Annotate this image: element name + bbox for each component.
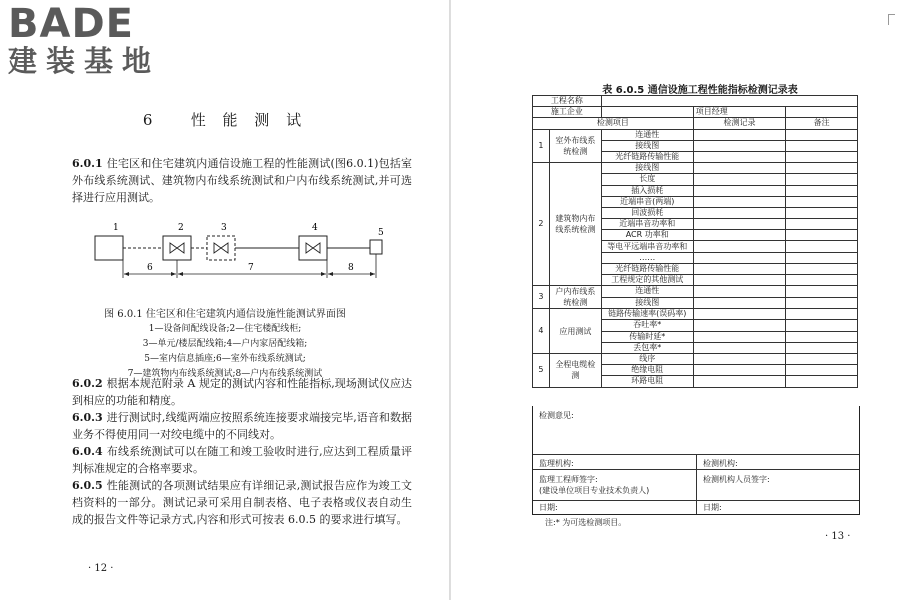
divider (696, 454, 697, 514)
clause-6-0-1 (72, 155, 412, 206)
group-name: 全程电缆检测 (549, 353, 601, 387)
remark-cell (786, 140, 858, 151)
test-item: 光纤链路传输性能 (601, 151, 693, 162)
clause-number: 6.0.3 (72, 411, 103, 424)
chapter-title (0, 109, 450, 130)
test-record-cell (693, 353, 786, 364)
test-item: ACR 功率和 (601, 230, 693, 241)
table-row (533, 118, 858, 129)
test-record-cell (693, 163, 786, 174)
supervisor-sign-note: (建设单位项目专业技术负责人) (539, 486, 650, 495)
connector-symbol (306, 243, 320, 253)
clause-text: 根据本规范附录 A 规定的测试内容和性能指标,现场测试仪应达到相应的功能和精度。 (72, 377, 412, 407)
test-item: 接线图 (601, 140, 693, 151)
group-number: 3 (533, 286, 550, 309)
remark-cell (786, 275, 858, 286)
test-record-cell (693, 219, 786, 230)
test-item: …… (601, 252, 693, 263)
test-record-cell (693, 297, 786, 309)
table-title: 表 6.0.5 通信设施工程性能指标检测记录表 (602, 85, 798, 96)
test-record-cell (693, 320, 786, 331)
connector-symbol (170, 243, 184, 253)
test-item: 工程规定的其他测试 (601, 275, 693, 286)
test-record-cell (693, 263, 786, 274)
header-test-record: 检测记录 (693, 118, 786, 129)
chapter-number: 6 (142, 111, 159, 129)
contractor-label: 施工企业 (533, 107, 602, 118)
clause-number: 6.0.1 (72, 157, 103, 170)
label-4: 4 (312, 223, 318, 233)
test-record-cell (693, 241, 786, 252)
clause-text: 布线系统测试可以在随工和竣工验收时进行,应达到工程质量评判标准规定的合格率要求。 (72, 445, 412, 475)
figure-legend-line: 5—室内信息插座;6—室外布线系统测试; (144, 354, 306, 364)
divider (533, 469, 859, 470)
test-item: 接线图 (601, 297, 693, 309)
remark-cell (786, 252, 858, 263)
test-item: 丢包率* (601, 342, 693, 353)
group-number: 2 (533, 163, 550, 286)
chapter-title-text: 性 能 测 试 (190, 111, 308, 129)
test-record-cell (693, 275, 786, 286)
figure-caption (0, 307, 450, 382)
project-name-value (601, 96, 857, 107)
remark-cell (786, 376, 858, 387)
remark-cell (786, 129, 858, 140)
test-item: 绝缘电阻 (601, 365, 693, 376)
label-6: 6 (147, 263, 153, 273)
divider (533, 500, 859, 501)
test-item: 等电平远端串音功率和 (601, 241, 693, 252)
contractor-value (601, 107, 693, 118)
test-item: 环路电阻 (601, 376, 693, 387)
figure-legend-line: 7—建筑物内布线系统测试;8—户内布线系统测试 (127, 369, 323, 379)
crop-mark (888, 14, 895, 25)
remark-cell (786, 309, 858, 320)
clause-text: 进行测试时,线缆两端应按照系统连接要求端接完毕,语音和数据业务不得使用同一对绞电缆中的不同线对。 (72, 411, 412, 441)
test-item: 光纤链路传输性能 (601, 263, 693, 274)
supervisor-org-label: 监理机构: (539, 459, 574, 468)
test-record-cell (693, 252, 786, 263)
test-record-cell (693, 185, 786, 196)
test-record-cell (693, 230, 786, 241)
group-number: 1 (533, 129, 550, 163)
figure-caption-title: 图 6.0.1 住宅区和住宅建筑内通信设施性能测试界面图 (104, 309, 346, 320)
table-row (533, 286, 858, 298)
remark-cell (786, 207, 858, 218)
group-name: 建筑物内布线系统检测 (549, 163, 601, 286)
tester-sign-label: 检测机构人员签字: (703, 475, 770, 484)
remark-cell (786, 174, 858, 185)
project-name-label: 工程名称 (533, 96, 602, 107)
remark-cell (786, 163, 858, 174)
label-2: 2 (178, 223, 184, 233)
test-item: 连通性 (601, 129, 693, 140)
clause-number: 6.0.5 (72, 479, 103, 492)
remark-cell (786, 286, 858, 298)
test-item: 近端串音功率和 (601, 219, 693, 230)
date-label-right: 日期: (703, 503, 722, 512)
label-7: 7 (248, 263, 254, 273)
test-record-cell (693, 174, 786, 185)
table-row (533, 107, 858, 118)
clause-number: 6.0.2 (72, 377, 103, 390)
test-record-cell (693, 151, 786, 162)
clause-6-0-2 (72, 375, 412, 409)
test-interface-diagram (80, 218, 390, 298)
table-row (533, 96, 858, 107)
test-item: 链路传输速率(误码率) (601, 309, 693, 320)
test-item: 长度 (601, 174, 693, 185)
signature-area (532, 406, 860, 515)
test-record-cell (693, 207, 786, 218)
remark-cell (786, 365, 858, 376)
manager-value (786, 107, 858, 118)
figure-legend-line: 3—单元/楼层配线箱;4—户内家居配线箱; (142, 339, 308, 349)
page-number-left: · 12 · (88, 563, 114, 574)
remark-cell (786, 230, 858, 241)
test-record-cell (693, 342, 786, 353)
header-remark: 备注 (786, 118, 858, 129)
label-1: 1 (113, 223, 119, 233)
test-item: 插入损耗 (601, 185, 693, 196)
test-item: 近端串音(两端) (601, 196, 693, 207)
group-number: 4 (533, 309, 550, 354)
page-number-right: · 13 · (825, 531, 851, 542)
test-record-cell (693, 365, 786, 376)
logo-cn: 建装基地 (8, 44, 161, 78)
test-item: 连通性 (601, 286, 693, 298)
distribution-equipment-box (95, 236, 123, 260)
date-label-left: 日期: (539, 503, 558, 512)
clause-text: 住宅区和住宅建筑内通信设施工程的性能测试(图6.0.1)包括室外布线系统测试、建筑物内布线系统测试和户内布线系统测试,并可选择进行应用测试。 (72, 157, 412, 204)
supervisor-sign-label: 监理工程师签字: (539, 475, 598, 484)
clause-text: 性能测试的各项测试结果应有详细记录,测试报告应作为竣工文档资料的一部分。测试记录可采用自制表格、电子表格或仪表自动生成的报告文件等记录方式,内容和形式可按表 6.0.5 的要求进行填写。 (72, 479, 412, 526)
test-item: 回波损耗 (601, 207, 693, 218)
remark-cell (786, 342, 858, 353)
test-item: 接线图 (601, 163, 693, 174)
logo-brand: BADE (8, 1, 134, 47)
group-name: 室外布线系统检测 (549, 129, 601, 163)
figure-legend-line: 1—设备间配线设备;2—住宅楼配线柜; (148, 324, 302, 334)
book-spine (449, 0, 451, 600)
remark-cell (786, 241, 858, 252)
table-note: 注:* 为可选检测项目。 (545, 518, 627, 527)
test-item: 传输时延* (601, 331, 693, 342)
remark-cell (786, 353, 858, 364)
test-record-cell (693, 331, 786, 342)
remark-cell (786, 297, 858, 309)
table-row (533, 163, 858, 174)
group-number: 5 (533, 353, 550, 387)
remark-cell (786, 331, 858, 342)
inspection-opinion-label: 检测意见: (539, 411, 574, 420)
test-record-cell (693, 140, 786, 151)
test-item: 线序 (601, 353, 693, 364)
manager-label: 项目经理 (693, 107, 786, 118)
label-3: 3 (221, 223, 227, 233)
remark-cell (786, 185, 858, 196)
test-record-cell (693, 309, 786, 320)
group-name: 户内布线系统检测 (549, 286, 601, 309)
clause-6-0-4 (72, 443, 412, 477)
outlet-box (370, 240, 382, 254)
header-test-item: 检测项目 (533, 118, 694, 129)
remark-cell (786, 151, 858, 162)
remark-cell (786, 263, 858, 274)
label-5: 5 (378, 228, 384, 238)
group-name: 应用测试 (549, 309, 601, 354)
bade-logo (8, 1, 161, 78)
clause-6-0-5 (72, 477, 412, 528)
table-row (533, 129, 858, 140)
test-item: 吞吐率* (601, 320, 693, 331)
clause-number: 6.0.4 (72, 445, 103, 458)
test-record-cell (693, 286, 786, 298)
record-table (532, 95, 858, 388)
testing-org-label: 检测机构: (703, 459, 738, 468)
clause-6-0-3 (72, 409, 412, 443)
table-row (533, 309, 858, 320)
remark-cell (786, 320, 858, 331)
test-record-cell (693, 376, 786, 387)
test-record-cell (693, 129, 786, 140)
label-8: 8 (348, 263, 354, 273)
table-row (533, 353, 858, 364)
connector-symbol (214, 243, 228, 253)
test-record-cell (693, 196, 786, 207)
remark-cell (786, 219, 858, 230)
remark-cell (786, 196, 858, 207)
